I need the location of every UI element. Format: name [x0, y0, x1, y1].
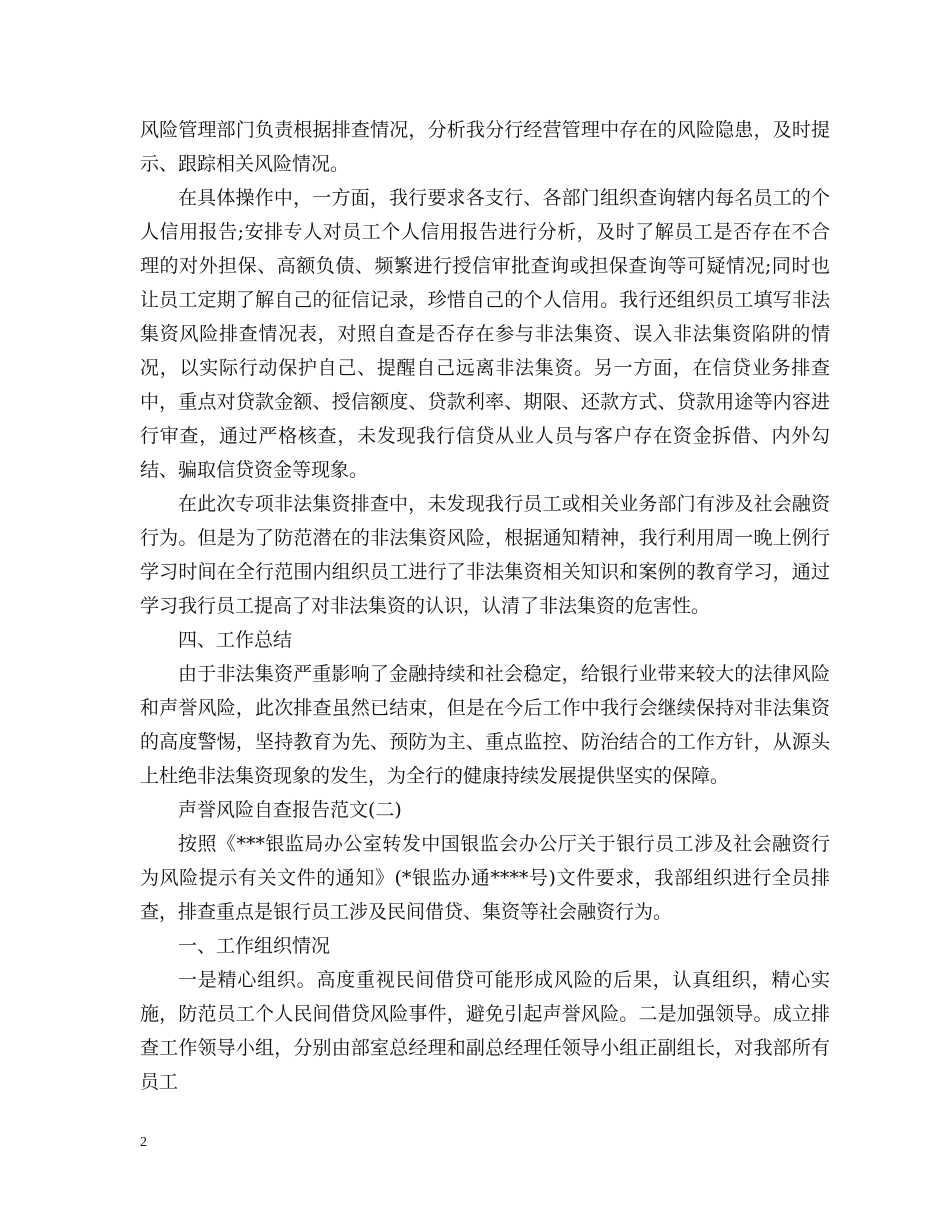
paragraph-6: 一是精心组织。高度重视民间借贷可能形成风险的后果，认真组织，精心实施，防范员工个人民间借贷风险事件，避免引起声誉风险。二是加强领导。成立排查工作领导小组，分别由部室总经理和副总经理任领导小组正副组长，对我部所有员工	[140, 969, 830, 1093]
section-heading-organization: 一、工作组织情况	[178, 935, 331, 957]
document-body	[140, 113, 830, 1099]
section-heading-sample-two: 声誉风险自查报告范文(二)	[178, 799, 402, 821]
paragraph-1: 风险管理部门负责根据排查情况，分析我分行经营管理中存在的风险隐患，及时提示、跟踪相关风险情况。	[140, 119, 830, 175]
page-number: 2	[140, 1135, 147, 1150]
paragraph-4: 由于非法集资严重影响了金融持续和社会稳定，给银行业带来较大的法律风险和声誉风险，此次排查虽然已结束，但是在今后工作中我行会继续保持对非法集资的高度警惕，坚持教育为先、预防为主、重点监控、防治结合的工作方针，从源头上杜绝非法集资现象的发生，为全行的健康持续发展提供坚实的保障。	[140, 663, 830, 787]
paragraph-5: 按照《***银监局办公室转发中国银监会办公厅关于银行员工涉及社会融资行为风险提示有关文件的通知》(*银监办通****号)文件要求，我部组织进行全员排查，排查重点是银行员工涉及民间借贷、集资等社会融资行为。	[140, 833, 830, 923]
section-heading-work-summary: 四、工作总结	[178, 629, 293, 651]
paragraph-3: 在此次专项非法集资排查中，未发现我行员工或相关业务部门有涉及社会融资行为。但是为了防范潜在的非法集资风险，根据通知精神，我行利用周一晚上例行学习时间在全行范围内组织员工进行了非法集资相关知识和案例的教育学习，通过学习我行员工提高了对非法集资的认识，认清了非法集资的危害性。	[140, 493, 830, 617]
paragraph-2: 在具体操作中，一方面，我行要求各支行、各部门组织查询辖内每名员工的个人信用报告;安排专人对员工个人信用报告进行分析，及时了解员工是否存在不合理的对外担保、高额负债、频繁进行授信审批查询或担保查询等可疑情况;同时也让员工定期了解自己的征信记录，珍惜自己的个人信用。我行还组织员工填写非法集资风险排查情况表，对照自查是否存在参与非法集资、误入非法集资陷阱的情况，以实际行动保护自己、提醒自己远离非法集资。另一方面，在信贷业务排查中，重点对贷款金额、授信额度、贷款利率、期限、还款方式、贷款用途等内容进行审查，通过严格核查，未发现我行信贷从业人员与客户存在资金拆借、内外勾结、骗取信贷资金等现象。	[140, 187, 830, 481]
